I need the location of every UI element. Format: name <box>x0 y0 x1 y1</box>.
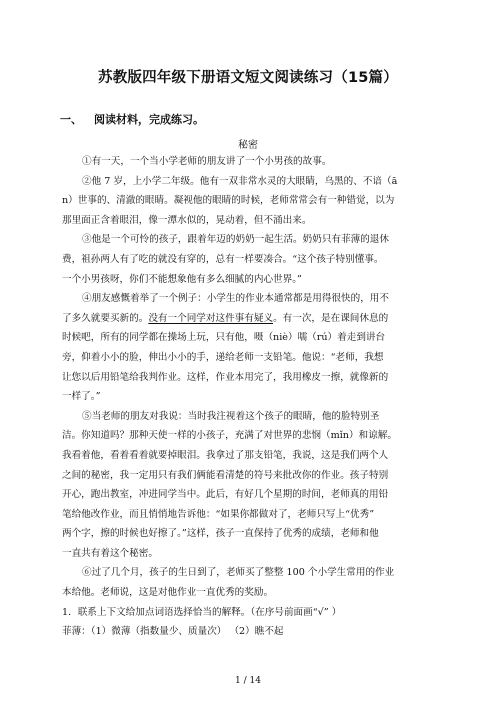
paragraph-line: n）世事的、清澈的眼睛。凝视他的眼睛的时候，老师常常会有一种错觉，以为 <box>62 195 395 207</box>
answer-options-line: 菲薄：（1）微薄（指数量少、质量次） （2）瞧不起 <box>62 626 284 638</box>
paragraph-line: 旁，仰着小小的脸，伸出小小的手，递给老师一支铅笔。他说：“老师，我想 <box>62 351 384 363</box>
paragraph-line: 之间的秘密，我一定用只有我们俩能看清楚的符号来批改你的作业。孩子特别 <box>62 469 389 481</box>
paragraph-line: ⑤当老师的朋友对我说：当时我注视着这个孩子的眼睛，他的脸特别圣 <box>82 410 380 422</box>
article-title: 秘密 <box>238 140 258 151</box>
paragraph-line: ④朋友感慨着举了一个例子：小学生的作业本通常都是用得很快的，用不 <box>82 293 389 305</box>
paragraph-line: 费，祖孙两人有了吃的就没有穿的，总有一样要凑合。“这个孩子特别懂事。 <box>62 253 384 265</box>
paragraph-line: 开心，跑出教室，冲进同学当中。此后，有好几个星期的时间，老师真的用铅 <box>62 489 389 501</box>
paragraph-line: 我看着他，看着看着就要掉眼泪。我拿过了那支铅笔，我说，这是我们两个人 <box>62 449 389 461</box>
page-indicator: 1 / 14 <box>235 676 261 686</box>
paragraph-line: 本给他。老师说，这是对他作业一直优秀的奖励。 <box>62 587 274 599</box>
text-run: 。有一次，是在课间休息的 <box>273 312 389 324</box>
paragraph-line: 时候吧，所有的同学都在操场上玩，只有他，嗫（niè）嚅（rú）着走到讲台 <box>62 332 386 344</box>
text-run: 了多久就要买新的。 <box>62 312 149 324</box>
section-heading <box>60 111 204 127</box>
paragraph-line: 那里面正含着眼泪，像一潭水似的，晃动着，但不涌出来。 <box>62 214 312 226</box>
paragraph-line: 一个小男孩呀，你们不能想象他有多么细腻的内心世界。” <box>62 273 302 285</box>
section-text: 阅读材料，完成练习。 <box>94 113 204 126</box>
paragraph-line: 笔给他改作业，而且悄悄地告诉他：“如果你都做对了，老师只写上“优秀” <box>62 508 375 520</box>
paragraph-line <box>62 309 440 329</box>
section-number: 一、 <box>60 113 82 126</box>
paragraph-line: 一样了。” <box>62 391 101 403</box>
paragraph-line: 让您以后用铅笔给我判作业。这样，作业本用完了，我用橡皮一擦，就像新的 <box>62 371 389 383</box>
paragraph-line: ③他是一个可怜的孩子，跟着年迈的奶奶一起生活。奶奶只有菲薄的退休 <box>82 234 389 246</box>
paragraph-line: 两个字，擦的时候也好擦了。”这样，孩子一直保持了优秀的成绩，老师和他 <box>62 528 379 540</box>
paragraph-line: ②他 7 岁，上小学二年级。他有一双非常水灵的大眼睛，乌黑的、不谙（ā <box>82 175 398 187</box>
paragraph-line: 洁。你知道吗？那种天使一样的小孩子，充满了对世界的悲悯（mǐn）和谅解。 <box>62 430 397 442</box>
article-body <box>62 152 440 642</box>
paragraph-line: 一直共有着这个秘密。 <box>62 547 158 559</box>
paragraph-line: ⑥过了几个月，孩子的生日到了，老师买了整整 100 个小学生常用的作业 <box>82 567 395 579</box>
underlined-sentence: 没有一个同学对这件事有疑义 <box>148 312 274 324</box>
question-line: 1．联系上下文给加点词语选择恰当的解释。（在序号前面画“√” ） <box>62 606 342 618</box>
paragraph-line: ①有一天，一个当小学老师的朋友讲了一个小男孩的故事。 <box>82 156 332 167</box>
document-title: 苏教版四年级下册语文短文阅读练习（15篇） <box>98 70 398 86</box>
